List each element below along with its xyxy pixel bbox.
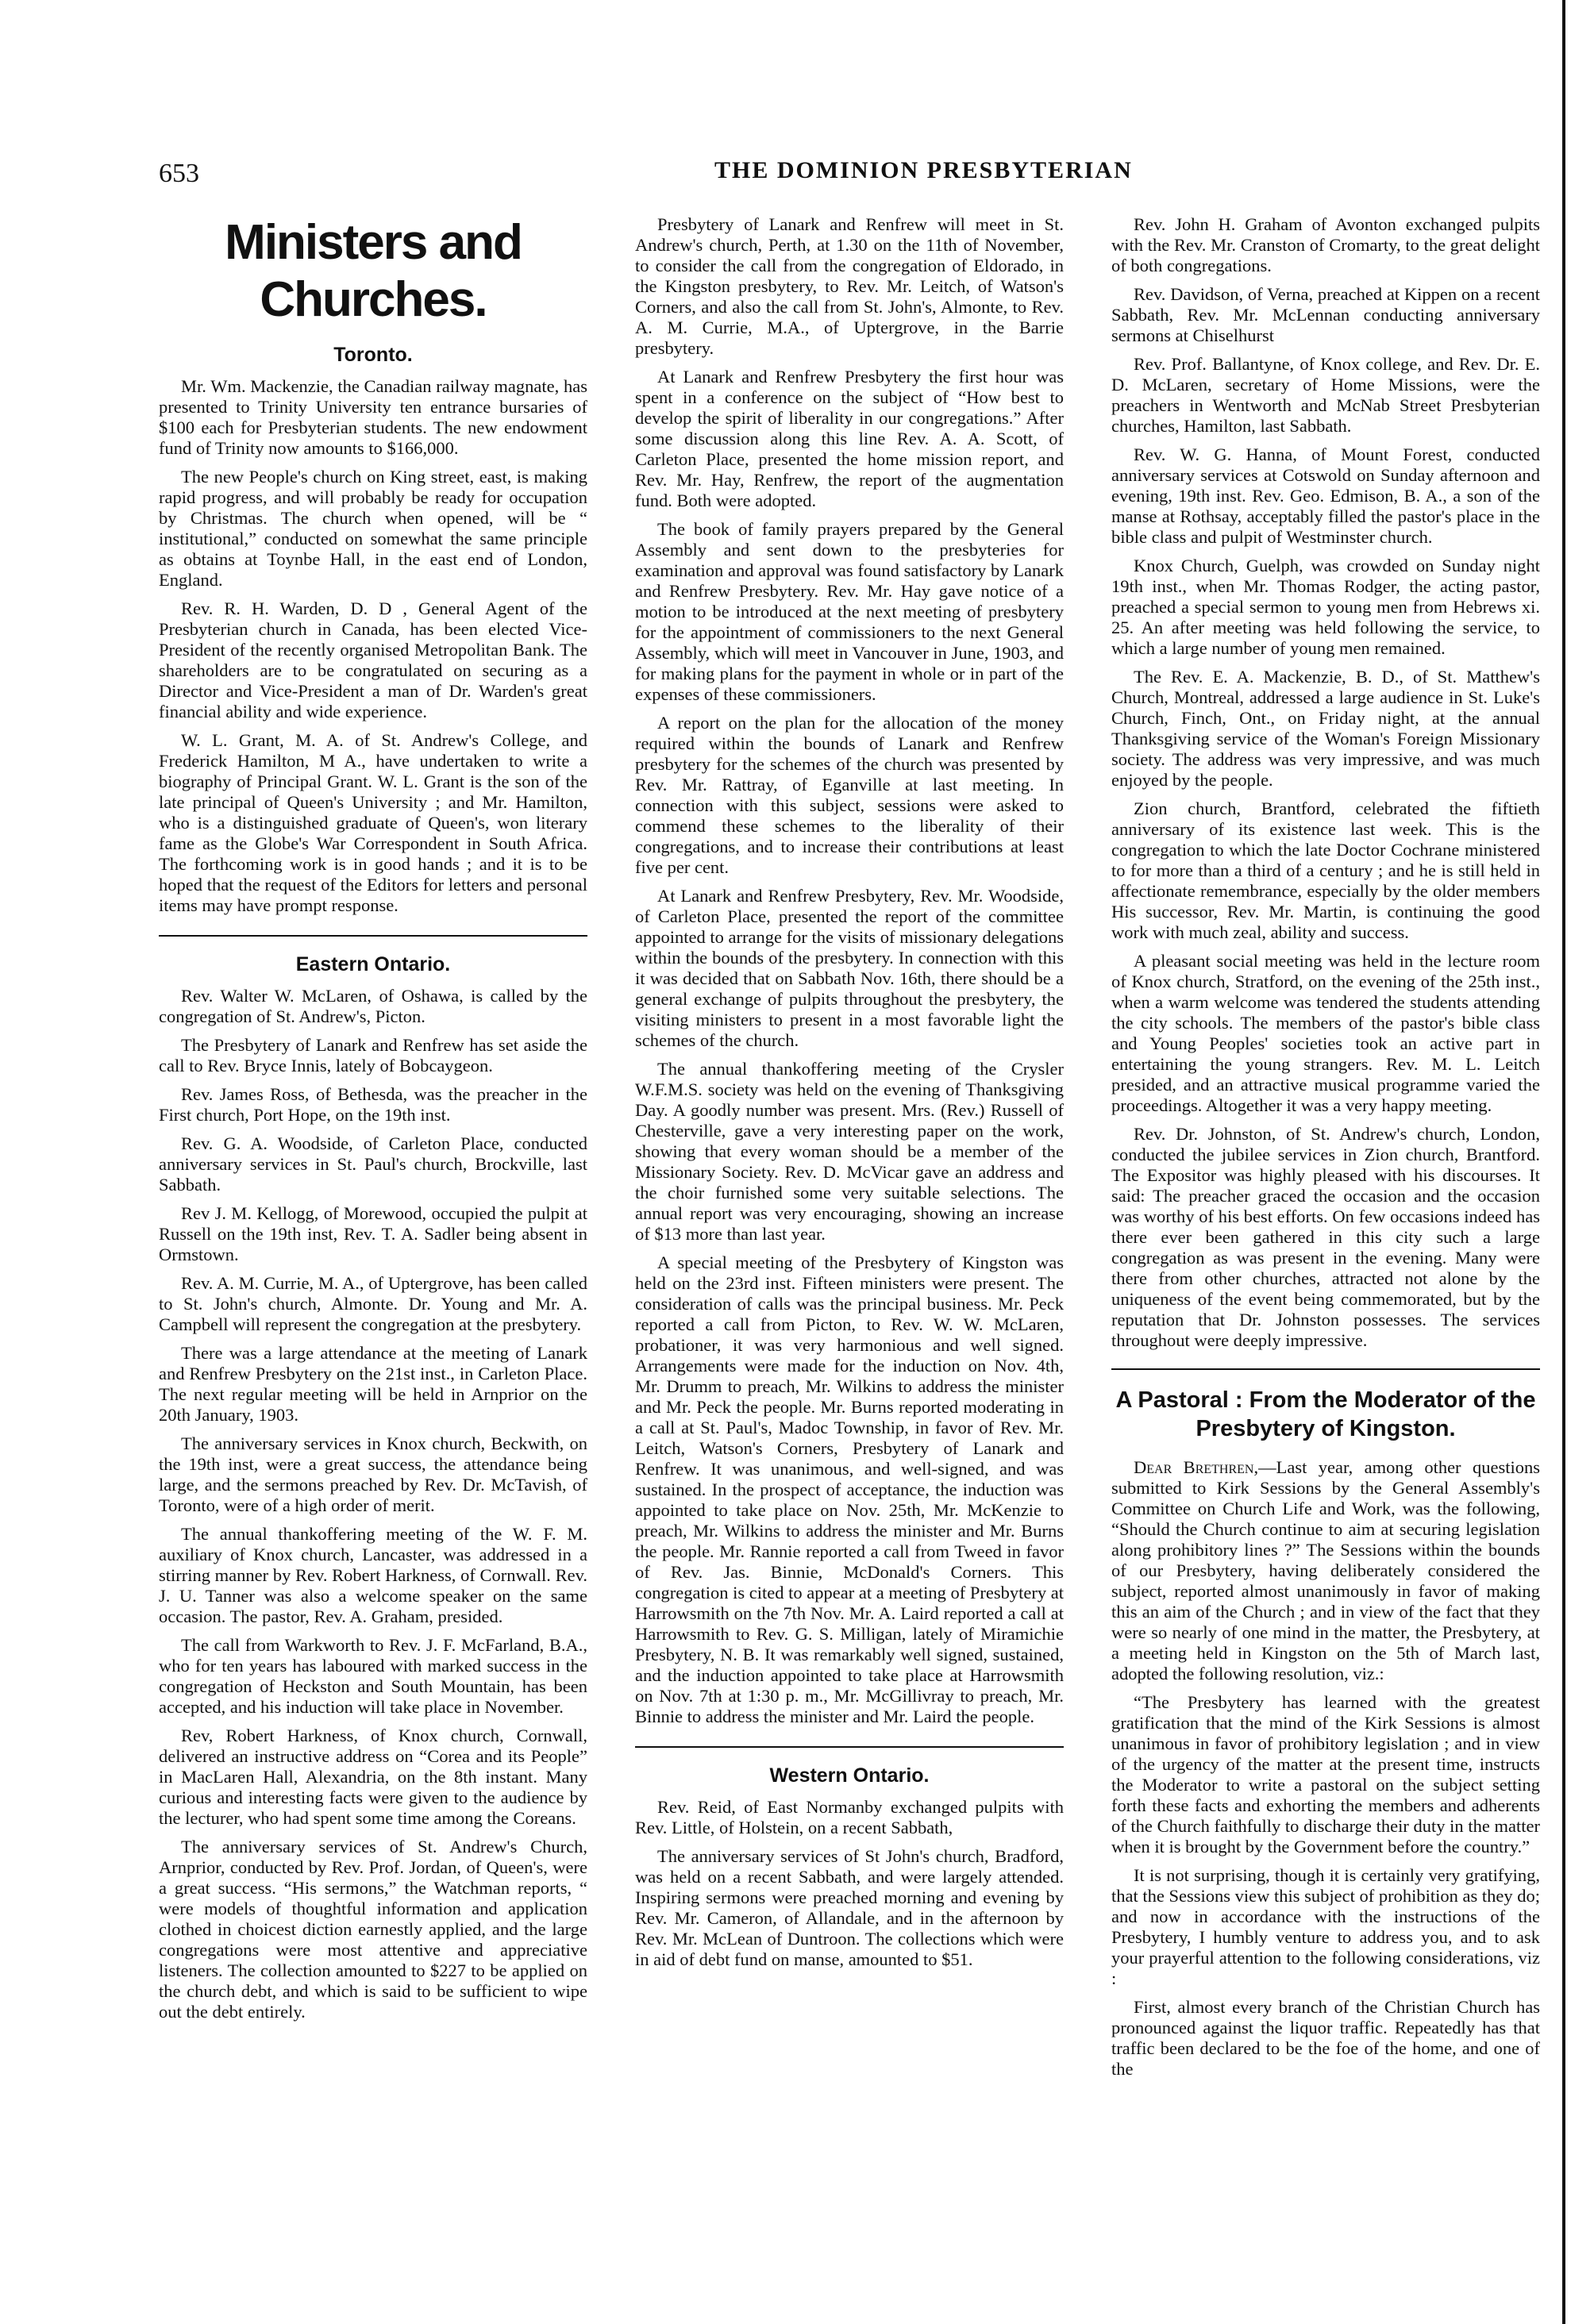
- paragraph: There was a large attendance at the meeting of Lanark and Renfrew Presbytery on the 21st inst., in Carleton Place. The next regular meeting will be held in Arnprior on the 20th January, 1903.: [159, 1343, 587, 1425]
- paragraph: The new People's church on King street, east, is making rapid progress, and will probably be ready for occupation by Christmas. The church when opened, will be “ institutional,” conducted on somewhat the same principle as obtains at Toynbe Hall, in the east end of London, England.: [159, 467, 587, 590]
- paragraph: Rev. Prof. Ballantyne, of Knox college, and Rev. Dr. E. D. McLaren, secretary of Home Missions, were the preachers in Wentworth and McNab Street Presbyterian churches, Hamilton, last Sabbath.: [1111, 354, 1540, 436]
- paragraph: Rev J. M. Kellogg, of Morewood, occupied the pulpit at Russell on the 19th inst, Rev. T. A. Sadler being absent in Ormstown.: [159, 1203, 587, 1264]
- column-3: [1111, 214, 1540, 2310]
- paragraph: Mr. Wm. Mackenzie, the Canadian railway magnate, has presented to Trinity University ten entrance bursaries of $100 each for Presbyterian students. The new endowment fund of Trinity now amounts to $166,000.: [159, 376, 587, 458]
- paragraph: The Rev. E. A. Mackenzie, B. D., of St. Matthew's Church, Montreal, addressed a large audience in St. Luke's Church, Finch, Ont., on Friday night, at the annual Thanksgiving service of the Woman's Foreign Missionary society. The address was very impressive, and was much enjoyed by the people.: [1111, 667, 1540, 790]
- paragraph: W. L. Grant, M. A. of St. Andrew's College, and Frederick Hamilton, M A., have undertaken to write a biography of Principal Grant. W. L. Grant is the son of the late principal of Queen's University ; and Mr. Hamilton, who is a distinguished graduate of Queen's, won literary fame as the Globe's War Correspondent in South Africa. The forthcoming work is in good hands ; and it is to be hoped that the request of the Editors for letters and personal items may have prompt response.: [159, 730, 587, 915]
- page-header: [159, 151, 1540, 190]
- paragraph: Zion church, Brantford, celebrated the fiftieth anniversary of its existence last week. This is the congregation to which the late Doctor Cochrane ministered to for more than a third of a century ; and he is still held in affectionate remembrance, especially by the older members His successor, Rev. Mr. Martin, is continuing the good work with much zeal, ability and success.: [1111, 798, 1540, 942]
- paragraph: Rev. Dr. Johnston, of St. Andrew's church, London, conducted the jubilee services in Zion church, Brantford. The Expositor was highly pleased with his discourses. It said: The preacher graced the occasion and the occasion was worthy of his best efforts. On few occasions indeed has there ever been gathered in this city such a large congregation as was present in the evening. Many were there from other churches, attracted not alone by the uniqueness of the event being commemorated, but by the reputation that Dr. Johnston possesses. The services throughout were deeply impressive.: [1111, 1124, 1540, 1350]
- paragraph: Rev, Robert Harkness, of Knox church, Cornwall, delivered an instructive address on “Corea and its People” in MacLaren Hall, Alexandria, on the 8th instant. Many curious and interesting facts were given to the audience by the lecturer, who had spent some time among the Coreans.: [159, 1726, 587, 1828]
- paragraph: The call from Warkworth to Rev. J. F. McFarland, B.A., who for ten years has laboured with marked success in the congregation of Heckston and South Mountain, has been accepted, and his induction will take place in November.: [159, 1635, 587, 1717]
- paragraph: “The Presbytery has learned with the greatest gratification that the mind of the Kirk Sessions is almost unanimous in favor of prohibitory legislation ; and in view of the urgency of the matter at the present time, instructs the Moderator to write a pastoral on the subject setting forth these facts and exhorting the members and adherents of the Church faithfully to discharge their duty in the matter when it is brought by the Government before the country.”: [1111, 1692, 1540, 1857]
- paragraph: Rev. Reid, of East Normanby exchanged pulpits with Rev. Little, of Holstein, on a recent Sabbath,: [635, 1797, 1064, 1837]
- paragraph: The annual thankoffering meeting of the Crysler W.F.M.S. society was held on the evening of Thanksgiving Day. A goodly number was present. Mrs. (Rev.) Russell of Chesterville, gave a very interesting paper on the work, showing that every woman should be a member of the Missionary Society. Rev. D. McVicar gave an address and the choir furnished some very suitable selections. The annual report was very encouraging, showing an increase of $13 more than last year.: [635, 1059, 1064, 1244]
- paragraph: Rev. G. A. Woodside, of Carleton Place, conducted anniversary services in St. Paul's church, Brockville, last Sabbath.: [159, 1133, 587, 1195]
- paragraph: At Lanark and Renfrew Presbytery the first hour was spent in a conference on the subject of “How best to develop the spirit of liberality in our congregations.” After some discussion along this line Rev. A. A. Scott, of Carleton Place, presented the home mission report, and Rev. Mr. Hay, Renfrew, the report of the augmentation fund. Both were adopted.: [635, 367, 1064, 510]
- column-2: [635, 214, 1064, 2310]
- newspaper-page: [159, 151, 1540, 2294]
- section-heading-eastern-ontario: Eastern Ontario.: [159, 935, 587, 975]
- paragraph: Knox Church, Guelph, was crowded on Sunday night 19th inst., when Mr. Thomas Rodger, the acting pastor, preached a special sermon to young men from Hebrews xi. 25. An after meeting was held following the service, to which a large number of young men remained.: [1111, 556, 1540, 658]
- salutation: Dear Brethren,: [1134, 1457, 1259, 1477]
- paragraph: Rev. John H. Graham of Avonton exchanged pulpits with the Rev. Mr. Cranston of Cromarty, to the great delight of both congregations.: [1111, 214, 1540, 275]
- main-heading: Ministers and Churches.: [225, 215, 522, 327]
- page-edge-rule: [1562, 0, 1565, 2324]
- paragraph: A report on the plan for the allocation of the money required within the bounds of Lanark and Renfrew presbytery for the schemes of the church was presented by Rev. Mr. Rattray, of Eganville at last meeting. In connection with this subject, sessions were asked to commend these schemes to the liberality of their congregations, and to increase their contributions at least five per cent.: [635, 713, 1064, 877]
- section-heading-pastoral: A Pastoral : From the Moderator of the Presbytery of Kingston.: [1111, 1368, 1540, 1443]
- paragraph: The anniversary services of St John's church, Bradford, was held on a recent Sabbath, and were largely attended. Inspiring sermons were preached morning and evening by Rev. Mr. Cameron, of Allandale, and in the afternoon by Rev. Mr. McLean of Duntroon. The collections which were in aid of debt fund on manse, amounted to $51.: [635, 1846, 1064, 1969]
- paragraph: Rev. James Ross, of Bethesda, was the preacher in the First church, Port Hope, on the 19th inst.: [159, 1084, 587, 1125]
- paragraph: Rev. R. H. Warden, D. D , General Agent of the Presbyterian church in Canada, has been elected Vice-President of the recently organised Metropolitan Bank. The shareholders are to be congratulated on securing as a Director and Vice-President a man of Dr. Warden's great financial ability and wide experience.: [159, 598, 587, 721]
- paragraph: A pleasant social meeting was held in the lecture room of Knox church, Stratford, on the evening of the 25th inst., when a warm welcome was tendered the students attending the city schools. The members of the pastor's bible class and Young Peoples' societies took an active part in entertaining the young strangers. Rev. M. L. Leitch presided, and an attractive musical programme varied the proceedings. Altogether it was a very happy meeting.: [1111, 951, 1540, 1115]
- paragraph: At Lanark and Renfrew Presbytery, Rev. Mr. Woodside, of Carleton Place, presented the report of the committee appointed to arrange for the visits of missionary delegations within the bounds of the presbytery. In connection with this it was decided that on Sabbath Nov. 16th, there should be a general exchange of pulpits throughout the presbytery, the visiting ministers to present in a most favorable light the schemes of the church.: [635, 886, 1064, 1050]
- paragraph: Rev. Walter W. McLaren, of Oshawa, is called by the congregation of St. Andrew's, Picton.: [159, 986, 587, 1026]
- paragraph: The book of family prayers prepared by the General Assembly and sent down to the presbyteries for examination and approval was found satisfactory by Lanark and Renfrew Presbytery. Rev. Mr. Hay gave notice of a motion to be introduced at the next meeting of presbytery for the appointment of commissioners to the next General Assembly, which will meet in Vancouver in June, 1903, and for making plans for the payment in whole or in part of the expenses of these commissioners.: [635, 519, 1064, 704]
- paragraph: Rev. W. G. Hanna, of Mount Forest, conducted anniversary services at Cotswold on Sunday afternoon and evening, 19th inst. Rev. Geo. Edmison, B. A., a son of the manse at Rothsay, acceptably filled the pastor's place in the bible class and pulpit of Westminster church.: [1111, 444, 1540, 547]
- paragraph: A special meeting of the Presbytery of Kingston was held on the 23rd inst. Fifteen ministers were present. The consideration of calls was the principal business. Mr. Peck reported a call from Picton, to Rev. W. W. McLaren, probationer, it was very harmonious and well signed. Arrangements were made for the induction on Nov. 4th, Mr. Drumm to preach, Mr. Wilkins to address the minister and Mr. Peck the people. Mr. Burns reported moderating in a call at St. Paul's, Madoc Township, in favor of Rev. Mr. Leitch, Watson's Corners, Presbytery of Lanark and Renfrew. It was unanimous, and well-signed, and was sustained. In the prospect of acceptance, the induction was appointed to take place on Nov. 25th, Mr. McKenzie to preach, Mr. Wilkins to address the minister and Mr. Burns the people. Mr. Rannie reported a call from Tweed in favor of Rev. Jas. Binnie, McDonald's Corners. This congregation is cited to appear at a meeting of Presbytery at Harrowsmith on the 7th Nov. Mr. A. Laird reported a call at Harrowsmith to Rev. G. S. Milligan, lately of Miramichie Presbytery, N. B. It was remarkably well signed, sustained, and the induction appointed to take place at Harrowsmith on Nov. 7th at 1:30 p. m., Mr. McGillivray to preach, Mr. Binnie to address the minister and Mr. Laird the people.: [635, 1252, 1064, 1726]
- section-heading-toronto: Toronto.: [333, 344, 413, 366]
- paragraph: Presbytery of Lanark and Renfrew will meet in St. Andrew's church, Perth, at 1.30 on the 11th of November, to consider the call from the congregation of Eldorado, in the Kingston presbytery, to Rev. Mr. Leitch, of Watson's Corners, and also the call from St. John's, Almonte, to Rev. A. M. Currie, M.A., of Uptergrove, in the Barrie presbytery.: [635, 214, 1064, 358]
- paragraph: First, almost every branch of the Christian Church has pronounced against the liquor traffic. Repeatedly has that traffic been declared to be the foe of the home, and one of the: [1111, 1997, 1540, 2079]
- section-heading-western-ontario: Western Ontario.: [635, 1746, 1064, 1786]
- paragraph: The Presbytery of Lanark and Renfrew has set aside the call to Rev. Bryce Innis, lately of Bobcaygeon.: [159, 1035, 587, 1075]
- paragraph: The anniversary services in Knox church, Beckwith, on the 19th inst, were a great success, the attendance being large, and the sermons preached by Rev. Dr. McTavish, of Toronto, were of a high order of merit.: [159, 1433, 587, 1515]
- paragraph: The anniversary services of St. Andrew's Church, Arnprior, conducted by Rev. Prof. Jordan, of Queen's, were a great success. “His sermons,” the Watchman reports, “ were models of thoughtful information and application clothed in choicest diction earnestly applied, and the large congregations were most attentive and appreciative listeners. The collection amounted to $227 to be applied on the church debt, and which is said to be sufficient to wipe out the debt entirely.: [159, 1837, 587, 2022]
- page-number: 653: [159, 159, 199, 188]
- paragraph: Rev. Davidson, of Verna, preached at Kippen on a recent Sabbath, Rev. Mr. McLennan conducting anniversary sermons at Chiselhurst: [1111, 284, 1540, 345]
- paragraph: The annual thankoffering meeting of the W. F. M. auxiliary of Knox church, Lancaster, was addressed in a stirring manner by Rev. Robert Harkness, of Cornwall. Rev. J. U. Tanner was also a welcome speaker on the same occasion. The pastor, Rev. A. Graham, presided.: [159, 1524, 587, 1626]
- salutation-text: —Last year, among other questions submitted to Kirk Sessions by the General Assembly's Committee on Church Life and Work, was the following, “Should the Church continue to aim at securing legislation along prohibitory lines ?” The Sessions within the bounds of our Presbytery, having deliberately considered the subject, reported almost unanimously in favor of making this an aim of the Church ; and in view of the fact that they were so nearly of one mind in the matter, the Presbytery, at a meeting held in Kingston on the 5th of March last, adopted the following resolution, viz.:: [1111, 1457, 1540, 1683]
- paragraph: Rev. A. M. Currie, M. A., of Uptergrove, has been called to St. John's church, Almonte. Dr. Young and Mr. A. Campbell will represent the congregation at the presbytery.: [159, 1273, 587, 1334]
- journal-title: THE DOMINION PRESBYTERIAN: [714, 157, 1133, 183]
- column-1: [159, 214, 587, 2310]
- paragraph-salutation: [1111, 1457, 1540, 1684]
- paragraph: It is not surprising, though it is certainly very gratifying, that the Sessions view this subject of prohibition as they do; and now in accordance with the instructions of the Presbytery, I humbly venture to address you, and to ask your prayerful attention to the following considerations, viz :: [1111, 1865, 1540, 1988]
